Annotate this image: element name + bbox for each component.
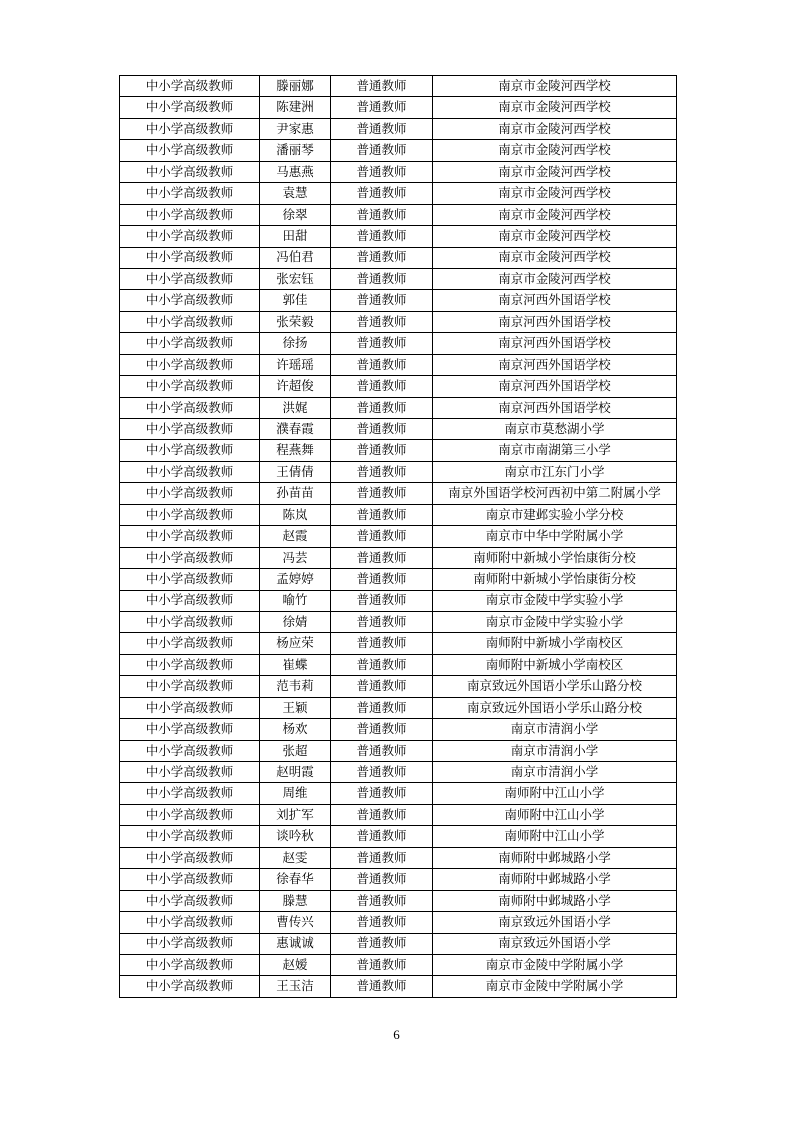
school-cell: 南师附中新城小学南校区 xyxy=(433,633,677,654)
name-cell: 周维 xyxy=(260,783,331,804)
table-row xyxy=(120,76,677,97)
title-cell: 中小学高级教师 xyxy=(120,976,260,997)
school-cell: 南京市金陵中学实验小学 xyxy=(433,590,677,611)
school-cell: 南京市中华中学附属小学 xyxy=(433,526,677,547)
name-cell: 徐翠 xyxy=(260,204,331,225)
table-row xyxy=(120,847,677,868)
table-row xyxy=(120,783,677,804)
name-cell: 王倩倩 xyxy=(260,461,331,482)
name-cell: 滕丽娜 xyxy=(260,76,331,97)
name-cell: 谈吟秋 xyxy=(260,826,331,847)
school-cell: 南京河西外国语学校 xyxy=(433,311,677,332)
table-row xyxy=(120,97,677,118)
title-cell: 中小学高级教师 xyxy=(120,333,260,354)
title-cell: 中小学高级教师 xyxy=(120,526,260,547)
teacher-type-cell: 普通教师 xyxy=(331,697,433,718)
name-cell: 赵霞 xyxy=(260,526,331,547)
school-cell: 南京市江东门小学 xyxy=(433,461,677,482)
teacher-type-cell: 普通教师 xyxy=(331,762,433,783)
title-cell: 中小学高级教师 xyxy=(120,290,260,311)
name-cell: 范韦莉 xyxy=(260,676,331,697)
teacher-type-cell: 普通教师 xyxy=(331,397,433,418)
table-row xyxy=(120,912,677,933)
teacher-type-cell: 普通教师 xyxy=(331,118,433,139)
title-cell: 中小学高级教师 xyxy=(120,183,260,204)
table-row xyxy=(120,397,677,418)
table-row xyxy=(120,483,677,504)
school-cell: 南京市金陵河西学校 xyxy=(433,204,677,225)
teacher-type-cell: 普通教师 xyxy=(331,140,433,161)
teacher-type-cell: 普通教师 xyxy=(331,183,433,204)
title-cell: 中小学高级教师 xyxy=(120,762,260,783)
school-cell: 南京外国语学校河西初中第二附属小学 xyxy=(433,483,677,504)
name-cell: 崔蝶 xyxy=(260,654,331,675)
table-row xyxy=(120,311,677,332)
teacher-type-cell: 普通教师 xyxy=(331,590,433,611)
table-row xyxy=(120,161,677,182)
teacher-type-cell: 普通教师 xyxy=(331,611,433,632)
table-row xyxy=(120,376,677,397)
teacher-type-cell: 普通教师 xyxy=(331,290,433,311)
school-cell: 南师附中新城小学南校区 xyxy=(433,654,677,675)
name-cell: 曹传兴 xyxy=(260,912,331,933)
name-cell: 尹家惠 xyxy=(260,118,331,139)
table-row xyxy=(120,954,677,975)
teacher-type-cell: 普通教师 xyxy=(331,826,433,847)
title-cell: 中小学高级教师 xyxy=(120,504,260,525)
school-cell: 南京河西外国语学校 xyxy=(433,333,677,354)
school-cell: 南师附中新城小学怡康街分校 xyxy=(433,569,677,590)
teacher-type-cell: 普通教师 xyxy=(331,204,433,225)
table-row xyxy=(120,826,677,847)
school-cell: 南京致远外国语小学 xyxy=(433,912,677,933)
title-cell: 中小学高级教师 xyxy=(120,740,260,761)
school-cell: 南京市金陵河西学校 xyxy=(433,97,677,118)
name-cell: 喻竹 xyxy=(260,590,331,611)
table-row xyxy=(120,440,677,461)
name-cell: 赵明霞 xyxy=(260,762,331,783)
name-cell: 程燕舞 xyxy=(260,440,331,461)
school-cell: 南京市莫愁湖小学 xyxy=(433,419,677,440)
teacher-type-cell: 普通教师 xyxy=(331,461,433,482)
title-cell: 中小学高级教师 xyxy=(120,847,260,868)
teacher-type-cell: 普通教师 xyxy=(331,569,433,590)
teacher-type-cell: 普通教师 xyxy=(331,440,433,461)
name-cell: 濮春霞 xyxy=(260,419,331,440)
name-cell: 冯芸 xyxy=(260,547,331,568)
title-cell: 中小学高级教师 xyxy=(120,569,260,590)
school-cell: 南京市清润小学 xyxy=(433,762,677,783)
title-cell: 中小学高级教师 xyxy=(120,912,260,933)
name-cell: 冯伯君 xyxy=(260,247,331,268)
teacher-type-cell: 普通教师 xyxy=(331,954,433,975)
teacher-type-cell: 普通教师 xyxy=(331,890,433,911)
table-row xyxy=(120,183,677,204)
title-cell: 中小学高级教师 xyxy=(120,397,260,418)
school-cell: 南京市金陵河西学校 xyxy=(433,183,677,204)
school-cell: 南京致远外国语小学乐山路分校 xyxy=(433,676,677,697)
title-cell: 中小学高级教师 xyxy=(120,954,260,975)
title-cell: 中小学高级教师 xyxy=(120,247,260,268)
school-cell: 南京市金陵河西学校 xyxy=(433,76,677,97)
teacher-type-cell: 普通教师 xyxy=(331,783,433,804)
name-cell: 袁慧 xyxy=(260,183,331,204)
title-cell: 中小学高级教师 xyxy=(120,826,260,847)
school-cell: 南京河西外国语学校 xyxy=(433,397,677,418)
title-cell: 中小学高级教师 xyxy=(120,226,260,247)
title-cell: 中小学高级教师 xyxy=(120,268,260,289)
title-cell: 中小学高级教师 xyxy=(120,633,260,654)
school-cell: 南京市金陵中学附属小学 xyxy=(433,954,677,975)
name-cell: 徐婧 xyxy=(260,611,331,632)
name-cell: 徐扬 xyxy=(260,333,331,354)
title-cell: 中小学高级教师 xyxy=(120,933,260,954)
teacher-type-cell: 普通教师 xyxy=(331,719,433,740)
school-cell: 南京市清润小学 xyxy=(433,719,677,740)
name-cell: 刘扩军 xyxy=(260,804,331,825)
name-cell: 孟婷婷 xyxy=(260,569,331,590)
teacher-type-cell: 普通教师 xyxy=(331,912,433,933)
teacher-type-cell: 普通教师 xyxy=(331,311,433,332)
name-cell: 孙苗苗 xyxy=(260,483,331,504)
teacher-type-cell: 普通教师 xyxy=(331,419,433,440)
name-cell: 潘丽琴 xyxy=(260,140,331,161)
name-cell: 许超俊 xyxy=(260,376,331,397)
teacher-type-cell: 普通教师 xyxy=(331,847,433,868)
teacher-type-cell: 普通教师 xyxy=(331,976,433,997)
table-row xyxy=(120,740,677,761)
name-cell: 郭佳 xyxy=(260,290,331,311)
title-cell: 中小学高级教师 xyxy=(120,676,260,697)
teacher-type-cell: 普通教师 xyxy=(331,376,433,397)
name-cell: 许瑶瑶 xyxy=(260,354,331,375)
school-cell: 南京河西外国语学校 xyxy=(433,290,677,311)
teacher-type-cell: 普通教师 xyxy=(331,226,433,247)
teacher-type-cell: 普通教师 xyxy=(331,676,433,697)
table-row xyxy=(120,976,677,997)
title-cell: 中小学高级教师 xyxy=(120,869,260,890)
name-cell: 徐春华 xyxy=(260,869,331,890)
table-row xyxy=(120,869,677,890)
school-cell: 南师附中江山小学 xyxy=(433,804,677,825)
title-cell: 中小学高级教师 xyxy=(120,161,260,182)
table-row xyxy=(120,762,677,783)
school-cell: 南师附中新城小学怡康街分校 xyxy=(433,547,677,568)
table-row xyxy=(120,118,677,139)
name-cell: 洪娓 xyxy=(260,397,331,418)
title-cell: 中小学高级教师 xyxy=(120,654,260,675)
school-cell: 南京市金陵中学实验小学 xyxy=(433,611,677,632)
table-row xyxy=(120,333,677,354)
title-cell: 中小学高级教师 xyxy=(120,547,260,568)
table-row xyxy=(120,354,677,375)
roster-body xyxy=(120,76,677,998)
teacher-type-cell: 普通教师 xyxy=(331,933,433,954)
school-cell: 南京市金陵河西学校 xyxy=(433,268,677,289)
title-cell: 中小学高级教师 xyxy=(120,204,260,225)
school-cell: 南京市南湖第三小学 xyxy=(433,440,677,461)
table-row xyxy=(120,419,677,440)
school-cell: 南师附中江山小学 xyxy=(433,826,677,847)
school-cell: 南师附中江山小学 xyxy=(433,783,677,804)
table-row xyxy=(120,247,677,268)
school-cell: 南京市金陵河西学校 xyxy=(433,140,677,161)
school-cell: 南京致远外国语小学 xyxy=(433,933,677,954)
name-cell: 陈岚 xyxy=(260,504,331,525)
table-row xyxy=(120,697,677,718)
name-cell: 杨欢 xyxy=(260,719,331,740)
name-cell: 王颖 xyxy=(260,697,331,718)
school-cell: 南京市清润小学 xyxy=(433,740,677,761)
table-row xyxy=(120,719,677,740)
name-cell: 滕慧 xyxy=(260,890,331,911)
title-cell: 中小学高级教师 xyxy=(120,590,260,611)
title-cell: 中小学高级教师 xyxy=(120,440,260,461)
table-row xyxy=(120,526,677,547)
school-cell: 南京河西外国语学校 xyxy=(433,376,677,397)
school-cell: 南京市金陵河西学校 xyxy=(433,161,677,182)
school-cell: 南京河西外国语学校 xyxy=(433,354,677,375)
name-cell: 张宏钰 xyxy=(260,268,331,289)
teacher-roster-table xyxy=(119,75,677,998)
table-row xyxy=(120,569,677,590)
table-row xyxy=(120,290,677,311)
title-cell: 中小学高级教师 xyxy=(120,483,260,504)
teacher-type-cell: 普通教师 xyxy=(331,740,433,761)
title-cell: 中小学高级教师 xyxy=(120,890,260,911)
title-cell: 中小学高级教师 xyxy=(120,419,260,440)
title-cell: 中小学高级教师 xyxy=(120,311,260,332)
title-cell: 中小学高级教师 xyxy=(120,719,260,740)
page-number: 6 xyxy=(393,1027,400,1042)
teacher-type-cell: 普通教师 xyxy=(331,869,433,890)
table-row xyxy=(120,676,677,697)
title-cell: 中小学高级教师 xyxy=(120,354,260,375)
table-row xyxy=(120,611,677,632)
table-row xyxy=(120,226,677,247)
name-cell: 惠诚诚 xyxy=(260,933,331,954)
school-cell: 南师附中邺城路小学 xyxy=(433,847,677,868)
teacher-type-cell: 普通教师 xyxy=(331,547,433,568)
title-cell: 中小学高级教师 xyxy=(120,804,260,825)
title-cell: 中小学高级教师 xyxy=(120,461,260,482)
teacher-type-cell: 普通教师 xyxy=(331,804,433,825)
title-cell: 中小学高级教师 xyxy=(120,697,260,718)
school-cell: 南京市金陵河西学校 xyxy=(433,118,677,139)
school-cell: 南京市金陵河西学校 xyxy=(433,226,677,247)
teacher-type-cell: 普通教师 xyxy=(331,333,433,354)
table-row xyxy=(120,890,677,911)
title-cell: 中小学高级教师 xyxy=(120,76,260,97)
name-cell: 赵雯 xyxy=(260,847,331,868)
name-cell: 张超 xyxy=(260,740,331,761)
title-cell: 中小学高级教师 xyxy=(120,118,260,139)
name-cell: 张荣毅 xyxy=(260,311,331,332)
title-cell: 中小学高级教师 xyxy=(120,97,260,118)
name-cell: 王玉洁 xyxy=(260,976,331,997)
name-cell: 陈建洲 xyxy=(260,97,331,118)
table-row xyxy=(120,140,677,161)
school-cell: 南京致远外国语小学乐山路分校 xyxy=(433,697,677,718)
teacher-type-cell: 普通教师 xyxy=(331,268,433,289)
table-row xyxy=(120,654,677,675)
school-cell: 南京市金陵河西学校 xyxy=(433,247,677,268)
table-row xyxy=(120,547,677,568)
teacher-type-cell: 普通教师 xyxy=(331,247,433,268)
table-row xyxy=(120,461,677,482)
teacher-type-cell: 普通教师 xyxy=(331,504,433,525)
table-row xyxy=(120,804,677,825)
name-cell: 马惠燕 xyxy=(260,161,331,182)
school-cell: 南师附中邺城路小学 xyxy=(433,890,677,911)
table-row xyxy=(120,933,677,954)
table-row xyxy=(120,204,677,225)
name-cell: 杨应荣 xyxy=(260,633,331,654)
teacher-type-cell: 普通教师 xyxy=(331,633,433,654)
title-cell: 中小学高级教师 xyxy=(120,611,260,632)
table-row xyxy=(120,590,677,611)
title-cell: 中小学高级教师 xyxy=(120,140,260,161)
teacher-type-cell: 普通教师 xyxy=(331,97,433,118)
school-cell: 南师附中邺城路小学 xyxy=(433,869,677,890)
table-row xyxy=(120,504,677,525)
teacher-type-cell: 普通教师 xyxy=(331,526,433,547)
teacher-type-cell: 普通教师 xyxy=(331,76,433,97)
school-cell: 南京市金陵中学附属小学 xyxy=(433,976,677,997)
name-cell: 赵嫒 xyxy=(260,954,331,975)
table-row xyxy=(120,268,677,289)
title-cell: 中小学高级教师 xyxy=(120,783,260,804)
title-cell: 中小学高级教师 xyxy=(120,376,260,397)
teacher-type-cell: 普通教师 xyxy=(331,654,433,675)
teacher-type-cell: 普通教师 xyxy=(331,161,433,182)
teacher-type-cell: 普通教师 xyxy=(331,354,433,375)
table-row xyxy=(120,633,677,654)
teacher-type-cell: 普通教师 xyxy=(331,483,433,504)
name-cell: 田甜 xyxy=(260,226,331,247)
school-cell: 南京市建邺实验小学分校 xyxy=(433,504,677,525)
